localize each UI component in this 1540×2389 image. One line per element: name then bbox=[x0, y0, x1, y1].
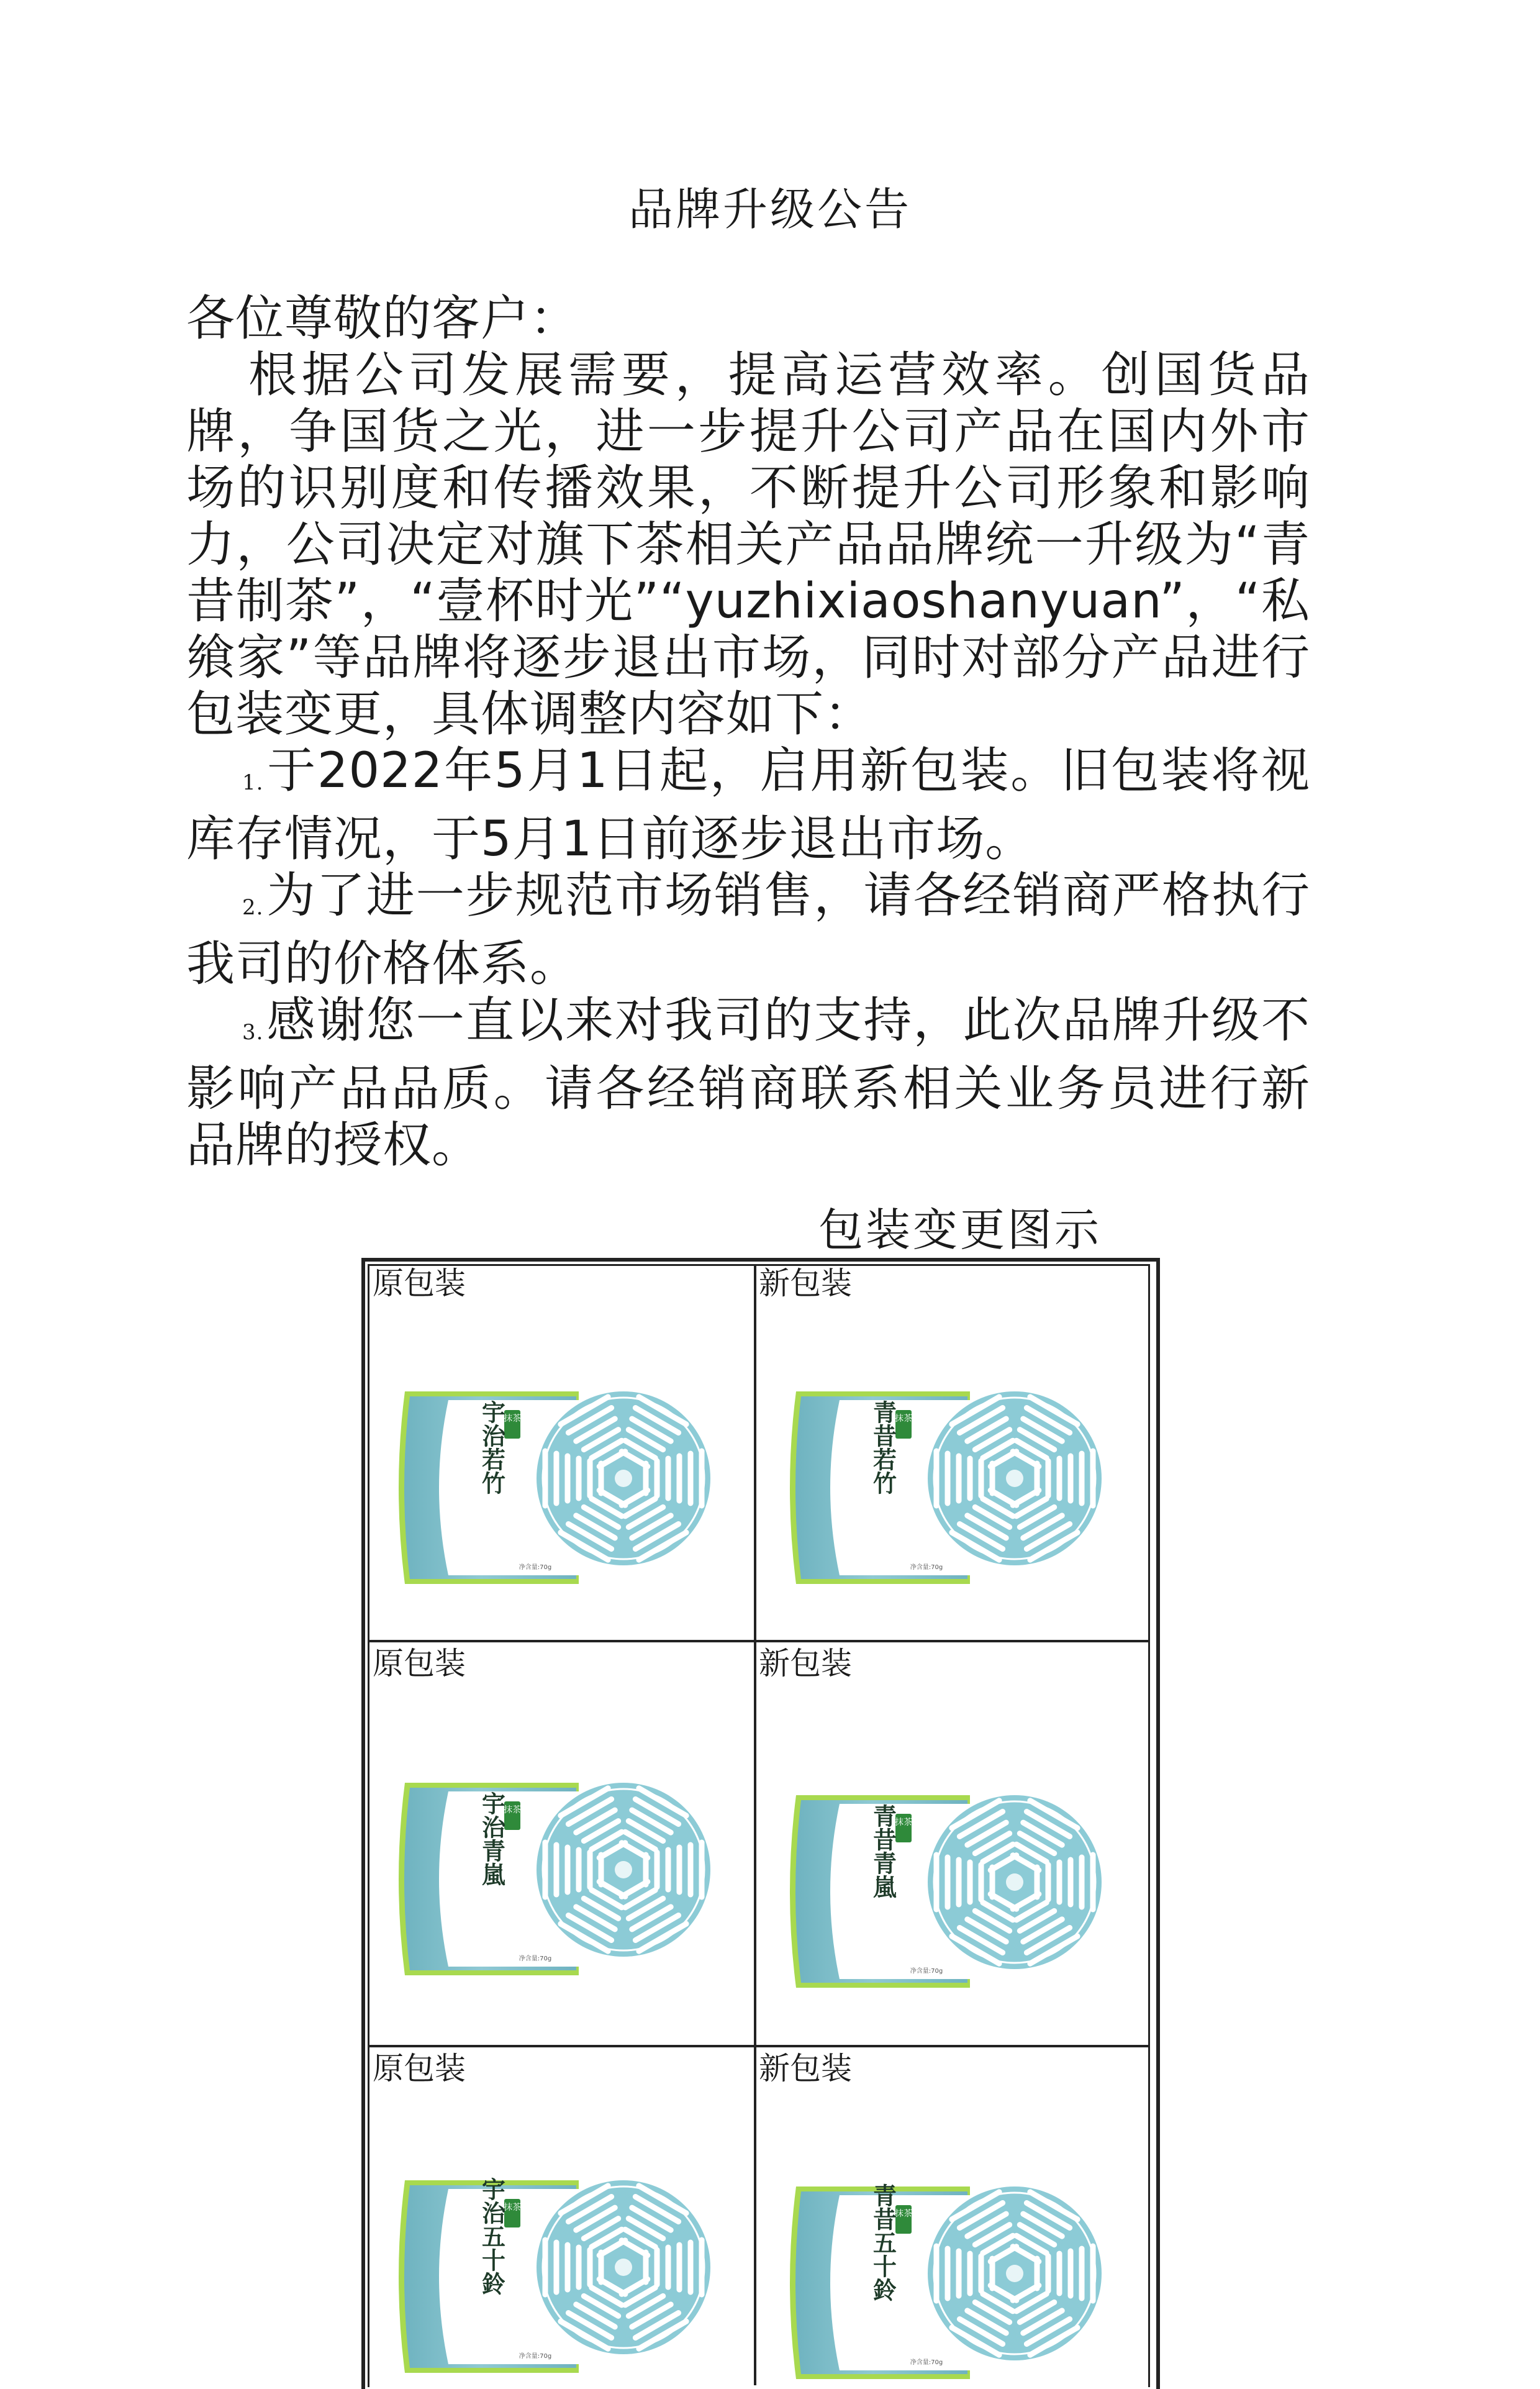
matcha-package-image bbox=[784, 1385, 1107, 1590]
item-text: 感谢您一直以来对我司的支持，此次品牌升级不影响产品品质。请各经销商联系相关业务员进行新品牌的授权。 bbox=[186, 993, 1310, 1173]
packaging-title: 包装变更图示 bbox=[818, 1204, 1102, 1256]
net-weight: 净含量:70g bbox=[910, 2359, 943, 2366]
old-package-image bbox=[392, 2174, 715, 2379]
matcha-package-image bbox=[392, 1777, 715, 1982]
item-number: 2. bbox=[242, 895, 264, 920]
list-item bbox=[186, 743, 1310, 868]
matcha-package-image bbox=[392, 2174, 715, 2379]
brand-tag-text: 抹茶 bbox=[504, 2203, 521, 2213]
new-package-label: 新包装 bbox=[759, 1265, 852, 1301]
product-name: 宇治若竹 bbox=[478, 1400, 506, 1495]
brand-tag-text: 抹茶 bbox=[895, 2209, 912, 2219]
item-number: 3. bbox=[242, 1020, 264, 1045]
announcement-title: 品牌升级公告 bbox=[628, 183, 912, 235]
new-package-label: 新包装 bbox=[759, 1645, 852, 1681]
item-text: 为了进一步规范市场销售，请各经销商严格执行我司的价格体系。 bbox=[186, 868, 1310, 992]
greeting: 各位尊敬的客户： bbox=[186, 291, 579, 347]
net-weight: 净含量:70g bbox=[910, 1968, 943, 1975]
product-name: 青昔五十鈴 bbox=[869, 2183, 897, 2301]
brand-tag-text: 抹茶 bbox=[895, 1818, 912, 1827]
list-item bbox=[186, 993, 1310, 1174]
matcha-package-image bbox=[784, 2180, 1107, 2385]
table-row-divider bbox=[368, 1640, 1148, 1642]
net-weight: 净含量:70g bbox=[519, 1564, 552, 1571]
old-package-label: 原包装 bbox=[373, 2050, 466, 2086]
product-name: 宇治五十鈴 bbox=[478, 2177, 506, 2295]
product-name: 青昔若竹 bbox=[869, 1400, 897, 1495]
new-package-image bbox=[784, 1385, 1107, 1590]
old-package-label: 原包装 bbox=[373, 1265, 466, 1301]
net-weight: 净含量:70g bbox=[519, 1955, 552, 1962]
matcha-package-image bbox=[392, 1385, 715, 1590]
table-column-divider bbox=[754, 1264, 756, 2385]
new-package-image bbox=[784, 2180, 1107, 2385]
new-package-image bbox=[784, 1789, 1107, 1994]
brand-tag-text: 抹茶 bbox=[895, 1414, 912, 1424]
matcha-package-image bbox=[784, 1789, 1107, 1994]
product-name: 青昔青嵐 bbox=[869, 1804, 897, 1898]
old-package-label: 原包装 bbox=[373, 1645, 466, 1681]
old-package-image bbox=[392, 1385, 715, 1590]
brand-tag-text: 抹茶 bbox=[504, 1414, 521, 1424]
old-package-image bbox=[392, 1777, 715, 1982]
intro-paragraph: 根据公司发展需要，提高运营效率。创国货品牌，争国货之光，进一步提升公司产品在国内外市场的识别度和传播效果，不断提升公司形象和影响力，公司决定对旗下茶相关产品品牌统一升级为“青昔制茶”，“壹杯时光”“yuzhixiaoshanyuan”，“私飨家”等品牌将逐步退出市场，同时对部分产品进行包装变更，具体调整内容如下： bbox=[186, 347, 1310, 742]
list-item bbox=[186, 868, 1310, 993]
net-weight: 净含量:70g bbox=[910, 1564, 943, 1571]
announcement-body bbox=[186, 291, 1310, 1174]
brand-tag-text: 抹茶 bbox=[504, 1805, 521, 1815]
table-row-divider bbox=[368, 2045, 1148, 2047]
net-weight: 净含量:70g bbox=[519, 2353, 552, 2360]
item-number: 1. bbox=[242, 770, 264, 795]
new-package-label: 新包装 bbox=[759, 2050, 852, 2086]
product-name: 宇治青嵐 bbox=[478, 1791, 506, 1886]
item-text: 于2022年5月1日起，启用新包装。旧包装将视库存情况，于5月1日前逐步退出市场。 bbox=[186, 743, 1310, 867]
